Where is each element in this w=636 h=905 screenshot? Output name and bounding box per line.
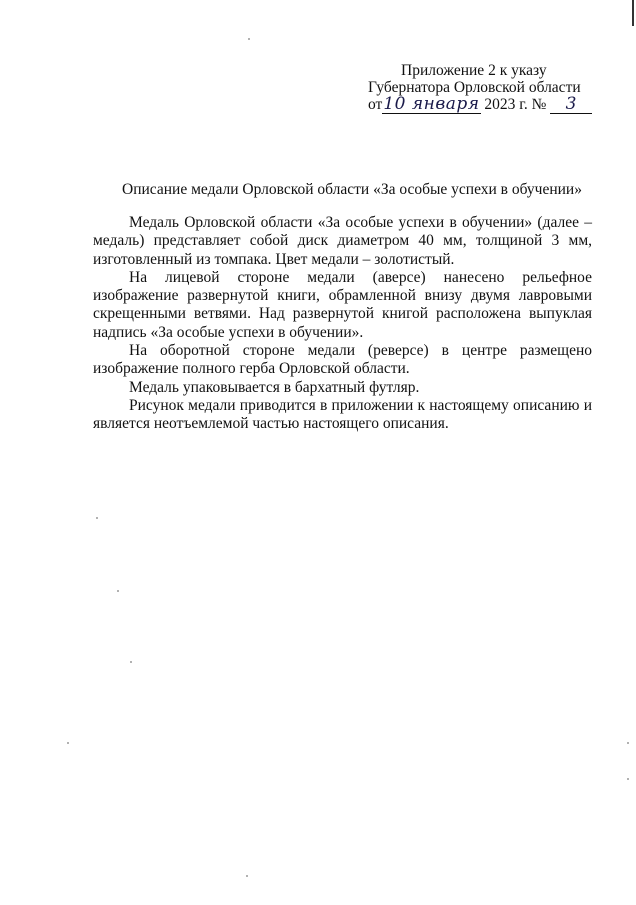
scan-speck [246,875,248,877]
scan-speck [117,590,119,592]
year-and-number-label: 2023 г. № [484,96,547,113]
scan-speck [248,38,250,40]
scan-edge-mark [632,0,634,26]
paragraph-medal-description: Медаль Орловской области «За особые успехи в обучении» (далее – медаль) представляет собой диск диаметром 40 мм, толщиной 3 мм, изготовленный из томпака. Цвет медали – золотистый. [93,214,592,268]
appendix-header [355,62,595,114]
document-title: Описание медали Орловской области «За особые успехи в обучении» [122,181,582,198]
scan-speck [627,742,629,744]
header-line-date-number [355,96,595,114]
date-prefix: от [368,96,383,113]
scan-speck [130,661,132,663]
paragraph-packaging: Медаль упаковывается в бархатный футляр. [129,378,420,396]
scan-speck [67,742,69,744]
handwritten-number: 3 [550,96,592,114]
paragraph-reverse: На оборотной стороне медали (реверсе) в центре размещено изображение полного герба Орловской области. [93,342,592,378]
paragraph-drawing-note: Рисунок медали приводится в приложении к настоящему описанию и является неотъемлемой частью настоящего описания. [93,396,592,433]
scan-speck [627,778,629,780]
scan-speck [96,517,98,519]
document-body [93,214,592,434]
header-line-governor: Губернатора Орловской области [368,79,581,96]
handwritten-date: 10 января [383,94,480,114]
header-line-appendix: Приложение 2 к указу [401,62,547,79]
paragraph-obverse: На лицевой стороне медали (аверсе) нанесено рельефное изображение развернутой книги, обрамленной внизу двумя лавровыми скрещенными ветвями. Над развернутой книгой расположена выпуклая надпись «За особые успехи в обучении». [93,268,592,341]
